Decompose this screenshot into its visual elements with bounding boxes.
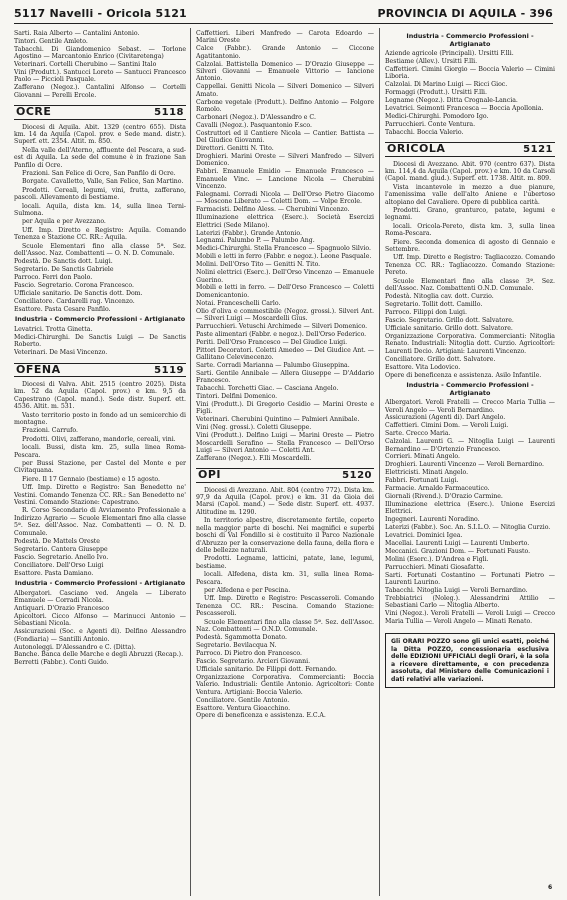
official-entry: Organizzazione Corporativa. Commercianti: Nitoglia Renato. Industriali: Nitoglia dott. Curzio. Agricoltori: Laurenti Decio. Artigiani: Laurenti Vincenzo.	[385, 333, 555, 355]
directory-entry: Tabacchi. Di Giandomenico Sebast. — Torlone Agostino — Marcantonio Enrico (Civitaretenga)	[14, 45, 186, 61]
advertisement-box: Gli ORARI POZZO sono gli unici esatti, poiché la Ditta POZZO, concessionaria esclusiva delle EDIZIONI UFFICIALI degli Orari, è la sola a ricevere direttamente, e con precedenza assoluta, dal Ministero delle Comunicazioni i dati relativi alle variazioni.	[385, 633, 555, 689]
town-description: locali. Aquila, dista km. 14, sulla linea Terni-Sulmona.	[14, 202, 186, 218]
directory-entry: Calzolai. Battistella Domenico — D'Orazio Giuseppe — Silveri Giovanni — Emanuele Vittorio — Iancione Antonio.	[196, 60, 374, 83]
business-entry: Macellai. Laurenti Luigi — Laurenti Umberto.	[385, 539, 530, 547]
town-description: Prodotti. Olivi, zafferano, mandorle, cereali, vini.	[22, 435, 176, 443]
section-heading: Industria - Commercio Professioni - Artigianato	[14, 315, 186, 324]
town-description: Prodotti. Cereali, legumi, vini, frutta, zafferano, pascoli. Allevamento di bestiame.	[14, 186, 186, 202]
town-description: per Bussi Stazione, per Castel del Monte e per Civitaquana.	[14, 460, 186, 475]
official-entry: Podestà. De Sanctis dott. Luigi.	[14, 258, 113, 266]
business-entry: Laterizi (Fabbr.). Soc. An. S.I.L.O. — Nitoglia Curzio.	[385, 524, 551, 532]
official-entry: Parroco. Di Pietro don Francesco.	[196, 650, 302, 658]
business-entry: Parrucchieri. Minati Giosafatte.	[385, 563, 485, 571]
official-entry: Podestà. De Mattels Oreste	[14, 538, 100, 546]
town-description-list	[14, 124, 186, 258]
official-entry: Ufficiale sanitario. Grillo dott. Salvatore.	[385, 325, 513, 333]
business-entry-list	[14, 326, 186, 357]
business-entry: Sarte. Crecco Maria.	[385, 430, 451, 438]
business-entry: Parrucchieri. Conte Ventura.	[385, 120, 476, 128]
official-entry: Opere di beneficenza e assistenza. Asilo Infantile.	[385, 371, 542, 379]
official-entry-list	[385, 293, 555, 378]
official-entry: Opere di beneficenza e assistenza. E.C.A.	[196, 712, 326, 720]
town-heading-ofena	[14, 363, 186, 377]
section-heading: Industria - Commercio Professioni - Artigianato	[14, 579, 186, 588]
official-entry: Conciliatore. Gentile Antonio.	[196, 696, 290, 704]
official-entry: Podestà. Nitoglia cav. dott. Curzio.	[385, 293, 494, 301]
official-entry: Parroco. Filippi don Luigi.	[385, 309, 467, 317]
town-heading-ocre	[14, 105, 186, 119]
directory-entry: Tabacchi. Torchetti Giac. — Casciana Angelo.	[196, 385, 339, 393]
business-entry: Trebbiatrici (Noleg.). Alessandrini Attilio — Sebastiani Carlo — Nitoglia Alberto.	[385, 594, 555, 610]
directory-entry: Carbonari (Negoz.). D'Alessandro e C.	[196, 113, 316, 121]
town-description: Uff. Imp. Diretto e Registro: Aquila. Comando Tenenza e Stazione CC. RR.: Aquila.	[14, 226, 186, 242]
directory-entry: Zafferano (Negoz.). Cantalini Alfonso — Cortelli Giovanni — Perelli Ercole.	[14, 84, 186, 99]
town-description: Scuole Elementari fino alla classe 5ª. Sez. dell'Assoc. Naz. Combattenti — O. N. D. Comunale.	[14, 242, 186, 258]
directory-entry: Tintori. Gentile Amleto.	[14, 37, 88, 45]
town-description: Scuole Elementari fino alla classe 3ª. Sez. dell'Assoc. Naz. Combattenti O.N.D. Comunale.	[385, 277, 555, 293]
town-description: Fiere. Il 17 Gennaio (bestiame) e 15 agosto.	[22, 475, 161, 483]
town-name: OPI	[198, 468, 222, 482]
town-description-list	[14, 381, 186, 537]
town-description: locali. Bussi, dista km. 25, sulla linea Roma-Pescara.	[14, 444, 186, 459]
town-description: Uff. Imp. Diretto e Registro: San Benedetto ne' Vestini. Comando Tenenza CC. RR.: San Benedetto ne' Vestini. Comando Stazione: Capestrano.	[14, 484, 186, 507]
town-description: Uff. Imp. Diretto e Registro: Pescasseroli. Comando Tenenza CC. RR.: Pescina. Comando Stazione: Pescasseroli.	[196, 595, 374, 618]
official-entry: Segretario. Bevilacqua N.	[196, 642, 277, 650]
business-entry: Giornali (Rivend.). D'Orazio Carmine.	[385, 493, 503, 500]
directory-entry: Vini (Neg. grossi.). Coletti Giuseppe.	[196, 424, 312, 432]
business-entry: Levatrici. Dominici Igea.	[385, 532, 463, 540]
directory-entry: Droghieri. Marini Oreste — Silveri Manfredo — Silveri Domenico.	[196, 153, 374, 168]
town-name: ORICOLA	[387, 142, 446, 156]
official-entry: Conciliatore. Dell'Orso Luigi	[14, 561, 104, 569]
business-entry: Formaggi (Produtt.). Ursitti F.lli.	[385, 89, 487, 97]
directory-entry: Vini (Produtt.). Santucci Loreto — Santucci Francesco Paolo — Piccioli Pasquale.	[14, 69, 186, 84]
town-description: Diocesi di Avezzano. Abit. 970 (centro 637). Dista km. 114,4 da Aquila (Capol. prov.) e km. 10 da Carsoli (Capol. mand. giud.). Superf. ett. 1738. Altit. m. 809.	[385, 160, 555, 183]
business-entry: Illuminazione elettrica (Eserc.). Unione Esercizi Elettrici.	[385, 500, 555, 516]
directory-entry: Tintori. Delfini Domenico.	[196, 393, 278, 401]
directory-entry: Olio d'oliva e commestibile (Negoz. grossi.). Silveri Ant. — Silveri Luigi — Moscardelli Gius.	[196, 307, 374, 323]
town-description: Fiere. Seconda domenica di agosto di Gennaio e Settembre.	[385, 238, 555, 254]
business-entry: Albergatori. Casciano ved. Angela — Liberato Emanuele — Corradi Nicola.	[14, 589, 186, 605]
official-entry-list	[196, 634, 374, 719]
business-entry: Medici-Chirurghi. De Sanctis Luigi — De Sanctis Roberto.	[14, 333, 186, 349]
official-entry: Ufficiale sanitario. De Sanctis dott. Dom.	[14, 290, 143, 298]
directory-entry-list	[196, 30, 374, 462]
official-entry: Parroco. Ferri don Paolo.	[14, 274, 93, 282]
business-entry-list	[14, 590, 186, 667]
business-entry: Sarti. Fortunati Costantino — Fortunati Pietro — Laurenti Laurino.	[385, 571, 555, 586]
directory-entry: Sarti. Raia Alberto — Cantalini Antonio.	[14, 30, 140, 37]
column-divider	[190, 28, 191, 896]
directory-entry: Notai. Franceschelli Carlo.	[196, 299, 281, 307]
town-description: per Aquila e per Avezzano.	[22, 218, 106, 226]
directory-entry: Nolini elettrici (Eserc.). Dell'Orso Vincenzo — Emanuele Guerino.	[196, 269, 374, 284]
town-name: OFENA	[16, 362, 61, 376]
official-entry: Organizzazione Corporativa. Commercianti: Boccia Valerio. Industriali: Gentile Antonio. Agricoltori: Conte Ventura. Artigiani: Boccia Valerio.	[196, 673, 374, 696]
town-description-list	[385, 161, 555, 293]
business-entry: Elettricisti. Minati Angelo.	[385, 469, 469, 477]
business-entry: Tabacchi. Nitoglia Luigi — Veroli Bernardino.	[385, 586, 528, 594]
business-entry: Corrieri. Minati Angelo.	[385, 453, 460, 461]
business-entry: Albergatori. Veroli Fratelli — Crecco Maria Tullia — Veroli Angelo — Veroli Bernardino.	[385, 399, 555, 414]
business-entry: Tabacchi. Boccia Valerio.	[385, 128, 464, 136]
business-entry-list	[385, 50, 555, 136]
directory-entry: Sarti. Gentile Annibale — Allera Giuseppe — D'Addario Francesco.	[196, 369, 374, 385]
official-entry: Esattore. Ventura Gioacchino.	[196, 704, 291, 712]
directory-entry: Direttori. Genitti N. Tito.	[196, 145, 274, 153]
directory-entry: Farmacisti. Delfino Aless. — Cherubini Vincenzo.	[196, 206, 350, 214]
directory-entry: Cavalli (Negoz.). Pasquantonio F.sco.	[196, 121, 313, 129]
official-entry-list	[14, 258, 186, 313]
town-description: Diocesi di Valva. Abit. 2515 (centro 2025). Dista km. 52 da Aquila (Capol. prov.) e km. 9,5 da Capestrano (Capol. mand.). Sede distr. Superf. ett. 4536. Altit. m. 531.	[14, 380, 186, 411]
town-code: 5120	[342, 470, 372, 482]
directory-entry: Cappellai. Genitti Nicola — Silveri Domenico — Silveri Amato.	[196, 83, 374, 98]
official-entry: Ufficiale sanitario. De Filippi dott. Fernando.	[196, 666, 337, 673]
directory-entry: Zafferano (Negoz.). F.lli Moscardelli.	[196, 454, 312, 462]
town-description: Scuole Elementari fino alla classe 5ª. Sez. dell'Assoc. Naz. Combattenti — O.N.D. Comunale.	[196, 618, 374, 633]
official-entry: Fascio. Segretario. Anello Ivo.	[14, 553, 109, 561]
business-entry: Aziende agricole (Principali). Ursitti F.lli.	[385, 50, 514, 58]
directory-entry: Mobili e letti in ferro. — Dell'Orso Francesco — Coletti Domenicantonio.	[196, 284, 374, 299]
business-entry: Banche. Banca delle Marche e degli Abruzzi (Recap.).	[14, 651, 184, 659]
directory-entry: Laterizi (Fabbr.). Grande Antonio.	[196, 229, 302, 237]
town-description: In territorio alpestre, discretamente fertile, coperto nella maggior parte di boschi. Nei magnifici e superbi boschi di Val Fondillo si è costituito il Parco Nazionale d'Abruzzo per la conservazione della fauna, della flora e delle bellezze naturali.	[196, 517, 374, 554]
official-entry: Segretario. De Sanctis Gabriele	[14, 266, 114, 274]
business-entry: Ingegneri. Laurenti Noradino.	[385, 516, 480, 524]
official-entry: Esattore. Vita Lodovico.	[385, 363, 461, 371]
town-description: Nella valle dell'Aterno, affluente del Pescara, a sud-est di Aquila. La sede del comune è in frazione San Panfilo di Ocre.	[14, 146, 186, 169]
official-entry: Esattore. Pasta Damiano.	[14, 569, 94, 577]
business-entry: Autonoleggi. D'Alessandro e C. (Ditta).	[14, 643, 136, 651]
business-entry: Meccanici. Grazioni Dom. — Fortunati Fausto.	[385, 547, 531, 555]
directory-entry: Mobili e letti in ferro (Fabbr. e negoz.). Leone Pasquale.	[196, 253, 372, 261]
page-number: 6	[548, 884, 553, 891]
business-entry: Berretti (Fabbr.). Conti Guido.	[14, 659, 109, 667]
business-entry: Assicurazioni (Agenti di). Darl Angelo.	[385, 414, 506, 422]
business-entry: Levatrici. Seimonti Francesca — Boccia Apollonia.	[385, 105, 544, 113]
business-entry: Molini (Eserc.). D'Andrea e Figli.	[385, 555, 489, 563]
town-description: Frazioni. Carrufo.	[22, 427, 78, 435]
directory-entry: Medici-Chirurghi. Stella Francesco — Spagnuolo Silvio.	[196, 245, 371, 253]
town-description: R. Corso Secondario di Avviamento Professionale a Indirizzo Agrario — Scuole Elementari fino alla classe 5ª. Sez. dell'Assoc. Naz. Combattenti — O. N. D. Comunale.	[14, 507, 186, 537]
business-entry: Caffettieri. Cimini Giorgio — Boccia Valerio — Cimini Liboria.	[385, 66, 555, 81]
business-entry: Calzolai. Di Marino Luigi — Ricci Gioc.	[385, 81, 508, 89]
section-heading: Industria - Commercio Professioni - Artigianato	[406, 32, 534, 48]
official-entry: Conciliatore. Cardarelli rag. Vincenzo.	[14, 298, 135, 305]
column-2	[196, 30, 374, 896]
town-code: 5121	[523, 144, 553, 156]
town-description-list	[196, 487, 374, 634]
directory-entry: Pittori Decoratori. Coletti Amedeo — Del Giudice Ant. — Gallitano Celevinecenzo.	[196, 346, 374, 362]
header-right: PROVINCIA DI AQUILA - 396	[377, 6, 553, 20]
business-entry: Levatrici. Trotta Ginetta.	[14, 325, 93, 333]
town-description: per Alfedena e per Pescina.	[204, 586, 291, 594]
header-rule	[14, 23, 553, 24]
directory-entry: Caffettieri. Liberi Manfredo — Carota Edoardo — Marini Oreste	[196, 30, 374, 45]
business-entry: Assicurazioni (Soc. e Agenti di). Delfino Alessandro (Fondiaria) — Santilli Antonio.	[14, 628, 186, 643]
town-description: Vista incantevole in mezzo a due pianure, l'amenissima valle dell'alto Aniene e l'ubertoso altopiano del Cavaliere. Opere di pubblica carità.	[385, 183, 555, 206]
town-code: 5119	[154, 364, 184, 376]
directory-entry: Vini (Produtt.). Delfino Luigi — Marini Oreste — Pietro Moscardelli Serafino — Stella Francesco — Dell'Orso Luigi — Silveri Antonio — Coletti Ant.	[196, 432, 374, 454]
official-entry: Podestà. Sgammotta Donato.	[196, 634, 287, 642]
directory-entry: Legnami. Palumbo P. — Palumbo Ang.	[196, 237, 315, 245]
town-description: Diocesi di Aquila. Abit. 1329 (centro 655). Dista km. 14 da Aquila (Capol. prov. e Sede mand. distr.). Superf. ett. 2354. Altit. m. 850.	[14, 123, 186, 146]
directory-entry: Vini (Produtt.). Di Gregorio Cesidio — Marini Oreste e Figli.	[196, 401, 374, 416]
directory-entry: Veterinari. Cortelli Cherubino — Santini Italo	[14, 61, 157, 69]
page-header	[14, 4, 553, 22]
town-description: Frazioni. San Felice di Ocre, San Panfilo di Ocre.	[22, 170, 176, 177]
directory-entry: Carbone vegetale (Produtt.). Delfino Antonio — Folgore Romolo.	[196, 98, 374, 114]
official-entry: Conciliatore. Grillo dott. Salvatore.	[385, 355, 496, 363]
business-entry: Fabbri. Fortunati Luigi.	[385, 477, 459, 485]
business-entry: Bestiame (Allev.). Ursitti F.lli.	[385, 58, 478, 66]
business-entry: Antiquari. D'Orazio Francesco	[14, 605, 110, 612]
town-description: Prodotti. Grano, granturco, patate, legumi e legnami.	[385, 207, 555, 222]
directory-entry: Fabbri. Emanuele Emidio — Emanuele Francesco — Emanuele Vinc. — Lancione Nicola — Cherubini Vincenzo.	[196, 168, 374, 191]
official-entry-list	[14, 538, 186, 577]
column-divider	[379, 28, 380, 896]
header-left: 5117 Navelli - Oricola 5121	[14, 6, 187, 20]
town-description: Diocesi di Avezzano. Abit. 804 (centro 772). Dista km. 97,9 da Aquila (Capol. prov.) e km. 31 da Gioia dei Marsi (Capol. mand.) — Sede distr. Superf. ett. 4937. Altitudine m. 1290.	[196, 486, 374, 516]
business-entry: Vini (Negoz.). Veroli Fratelli — Veroli Luigi — Crecco Maria Tullia — Veroli Angelo — Minati Renato.	[385, 610, 555, 625]
official-entry: Fascio. Segretario. Corona Francesco.	[14, 282, 134, 290]
section-heading: Industria - Commercio Professioni - Artigianato	[406, 380, 534, 397]
directory-entry: Illuminazione elettrica (Eserc.). Società Esercizi Elettrici (Sede Milano).	[196, 214, 374, 229]
town-name: OCRE	[16, 105, 52, 119]
business-entry-list	[385, 399, 555, 625]
directory-entry: Parrucchieri. Vetuschi Archimede — Silveri Domenico.	[196, 322, 368, 330]
business-entry: Farmacie. Arnaldo Farmaceutico.	[385, 485, 490, 493]
directory-entry: Calce (Fabbr.). Grande Antonio — Ciccone Agatitantonio.	[196, 45, 374, 60]
directory-entry: Falegnami. Corradi Nicola — Dell'Orso Pietro Giacomo — Moscone Liberato — Coletti Dom. — Volpe Ercole.	[196, 191, 374, 206]
town-description: Borgate. Cavalletto, Valle, San Felice, San Martino.	[22, 178, 184, 186]
directory-entry: Periti. Dell'Orso Francesco — Del Giudice Luigi.	[196, 338, 348, 346]
official-entry: Segretario. Cantera Giuseppe	[14, 545, 108, 553]
directory-entry: Veterinari. Cherubini Quintino — Palmieri Annibale.	[196, 416, 360, 424]
town-description: Uff. Imp. Diretto e Registro: Tagliacozzo. Comando Tenenza CC. RR.: Tagliacozzo. Comando Stazione: Pereto.	[385, 254, 555, 277]
town-heading-oricola	[385, 142, 555, 156]
business-entry: Droghieri. Laurenti Vincenzo — Veroli Bernardino.	[385, 461, 544, 469]
official-entry: Fascio. Segretario. Arcieri Giovanni.	[196, 658, 311, 666]
town-description: Vasto territorio posto in fondo ad un semicerchio di montagne.	[14, 411, 186, 426]
business-entry: Calzolai. Laurenti G. — Nitoglia Luigi — Laurenti Bernardino — D'Ortenzio Francesco.	[385, 438, 555, 453]
business-entry: Medici-Chirurghi. Pomodoro Igo.	[385, 112, 489, 120]
town-description: locali. Oricola-Pereto, dista km. 3, sulla linea Roma-Pescara.	[385, 222, 555, 238]
column-3	[385, 30, 555, 896]
business-entry: Caffettieri. Cimini Dom. — Veroli Luigi.	[385, 422, 509, 430]
official-entry: Esattore. Pasta Cesare Panfilo.	[14, 305, 111, 313]
directory-entry: Costruttori ed il Cantiere Nicola — Cantier. Battista — Del Giudice Giovanni.	[196, 129, 374, 145]
official-entry: Segretario. Tollit dott. Camillo.	[385, 301, 483, 309]
town-description: locali. Alfedena, dista km. 31, sulla linea Roma-Pescara.	[196, 571, 374, 586]
town-heading-opi	[196, 468, 374, 482]
directory-entry: Sarte. Corradi Marianna — Palumbo Giuseppina.	[196, 361, 350, 369]
town-code: 5118	[154, 107, 184, 119]
business-entry: Veterinari. De Masi Vincenzo.	[14, 349, 108, 357]
column-1	[14, 30, 186, 896]
official-entry: Fascio. Segretario. Grillo dott. Salvatore.	[385, 317, 514, 325]
directory-entry-list	[14, 30, 186, 99]
directory-entry: Molini. Dell'Orso Tito — Genitti N. Tito.	[196, 261, 321, 269]
town-description: Prodotti. Legname, latticini, patate, lane, legumi, bestiame.	[196, 555, 374, 570]
business-entry: Legname (Negoz.). Ditta Crognale-Lancia.	[385, 97, 518, 105]
directory-entry: Paste alimentari (Fabbr. e negoz.). Dell'Orso Federico.	[196, 330, 367, 338]
business-entry: Apicoltori. Cicco Alfonso — Marinucci Antonio — Sebastiani Nicola.	[14, 612, 186, 628]
